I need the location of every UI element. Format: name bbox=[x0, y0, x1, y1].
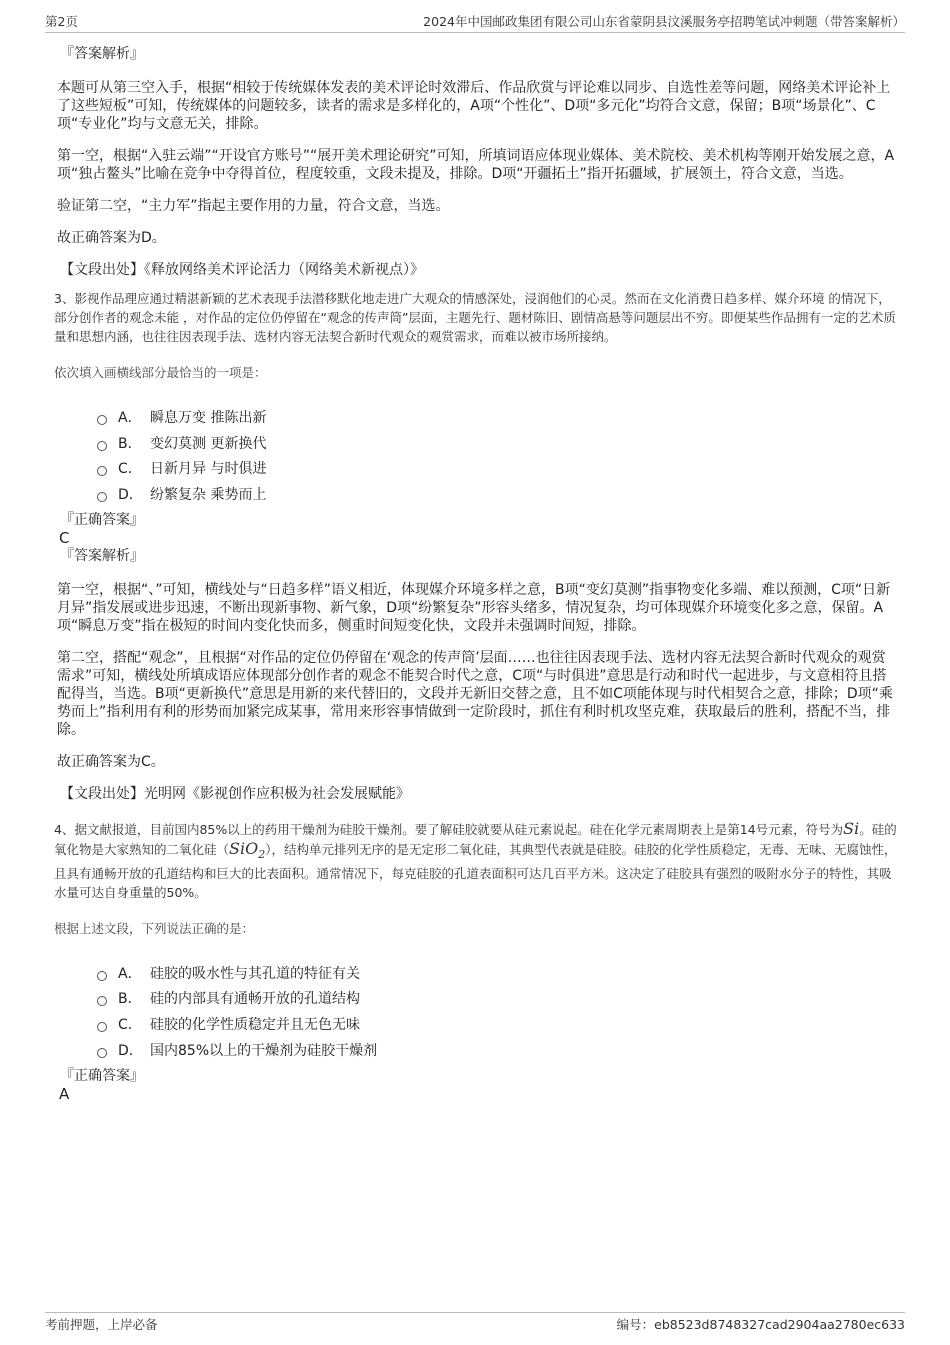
q3-analysis-paragraph: 故正确答案为C。 bbox=[57, 753, 165, 770]
option-text: 瞬息万变 推陈出新 bbox=[150, 409, 267, 426]
option-letter: D． bbox=[118, 1042, 143, 1059]
page-number: 第2页 bbox=[45, 14, 78, 29]
option-letter: B． bbox=[118, 991, 142, 1008]
option-letter: A． bbox=[118, 409, 142, 426]
option-text: 国内85%以上的干燥剂为硅胶干燥剂 bbox=[150, 1042, 378, 1059]
q2-source: 【文段出处】《释放网络美术评论活力（网络美术新视点）》 bbox=[60, 262, 424, 278]
radio-icon[interactable] bbox=[97, 996, 107, 1006]
q4-option-d[interactable] bbox=[97, 1037, 899, 1063]
q3-option-a[interactable] bbox=[97, 404, 899, 430]
q3-analysis-paragraph: 第一空，根据“、”可知，横线处与“日趋多样”语义相近，体现媒介环境多样之意，B项“变幻莫测”指事物变化多端、难以预测，C项“日新月异”指发展或进步迅速，不断出现新事物、新气象，D项“纷繁复杂”形容头绪多，情况复杂，均可体现媒介环境变化多之意，保留。A项“瞬息万变”指在极短的时间内变化快而多，侧重时间短变化快，文段并未强调时间短，排除。 bbox=[57, 581, 891, 634]
q4-options bbox=[97, 960, 899, 1063]
radio-icon[interactable] bbox=[97, 441, 107, 451]
radio-icon[interactable] bbox=[97, 1048, 107, 1058]
q3-prompt: 依次填入画横线部分最恰当的一项是： bbox=[54, 365, 267, 380]
radio-icon[interactable] bbox=[97, 492, 107, 502]
option-letter: A． bbox=[118, 965, 142, 982]
option-text: 硅胶的吸水性与其孔道的特征有关 bbox=[150, 965, 360, 982]
option-text: 硅的内部具有通畅开放的孔道结构 bbox=[150, 991, 360, 1008]
q3-source: 【文段出处】光明网《影视创作应积极为社会发展赋能》 bbox=[60, 785, 410, 802]
option-text: 日新月异 与时俱进 bbox=[150, 461, 267, 478]
document-title: 2024年中国邮政集团有限公司山东省蒙阴县汶溪服务亭招聘笔试冲刺题（带答案解析） bbox=[423, 14, 905, 29]
q4-prompt: 根据上述文段，下列说法正确的是： bbox=[54, 920, 255, 936]
silica-formula bbox=[229, 838, 266, 861]
option-letter: C． bbox=[118, 461, 142, 478]
q2-analysis-label: 『答案解析』 bbox=[60, 46, 144, 62]
silicon-symbol: Si bbox=[843, 818, 860, 838]
option-letter: D． bbox=[118, 486, 143, 503]
q3-option-b[interactable] bbox=[97, 430, 899, 456]
q4-option-c[interactable] bbox=[97, 1011, 899, 1037]
document-id: 编号：eb8523d8748327cad2904aa2780ec633 bbox=[616, 1317, 905, 1332]
formula-base: SiO bbox=[229, 838, 259, 858]
radio-icon[interactable] bbox=[97, 415, 107, 425]
radio-icon[interactable] bbox=[97, 1022, 107, 1032]
option-letter: C． bbox=[118, 1017, 142, 1034]
option-letter: B． bbox=[118, 435, 142, 452]
q2-analysis-paragraph: 验证第二空，“主力军”指起主要作用的力量，符合文意，当选。 bbox=[57, 198, 450, 214]
document-body bbox=[54, 45, 899, 1103]
q4-correct-answer: A bbox=[59, 1084, 70, 1103]
q3-correct-answer: C bbox=[59, 528, 70, 547]
formula-subscript: 2 bbox=[258, 847, 266, 861]
option-text: 变幻莫测 更新换代 bbox=[150, 435, 267, 452]
q3-options bbox=[97, 404, 899, 507]
page-header bbox=[45, 10, 905, 33]
q4-question-text bbox=[54, 819, 899, 902]
q3-analysis-paragraph: 第二空，搭配“观念”，且根据“对作品的定位仍停留在‘观念的传声筒’层面……也往往因表现手法、选材内容无法契合新时代观众的观赏需求”可知，横线处所填成语应体现部分创作者的观念不能契合时代之意，C项“与时俱进”意思是行动和时代一起进步，与文意相符且搭配得当，当选。B项“更新换代”意思是用新的来代替旧的，文段并无新旧交替之意，且不如C项能体现与时代相契合之意，排除；D项“乘势而上”指利用有利的形势而加紧完成某事，常用来形容事情做到一定阶段时，抓住有利时机攻坚克难，获取最后的胜利，搭配不当，排除。 bbox=[57, 649, 893, 738]
q3-question-text: 3、影视作品理应通过精湛新颖的艺术表现手法潜移默化地走进广大观众的情感深处，浸润他们的心灵。然而在文化消费日趋多样、媒介环境 的情况下，部分创作者的观念未能 ，对作品的定位仍停留在“观念的传声筒”层面，主题先行、题材陈旧、剧情高悬等问题层出不穷。即便某些作品拥有一定的艺术质量和思想内涵，也往往因表现手法、选材内容无法契合新时代观众的观赏需求，而难以被市场所接纳。 bbox=[54, 291, 896, 344]
option-text: 纷繁复杂 乘势而上 bbox=[150, 486, 267, 503]
radio-icon[interactable] bbox=[97, 466, 107, 476]
q3-option-d[interactable] bbox=[97, 481, 899, 507]
q4-text-part: ），结构单元排列无序的是无定形二氧化硅，其典型代表就是硅胶。硅胶的化学性质稳定，无毒、无味、无腐蚀性，且具有通畅开放的孔道结构和巨大的比表面积。通常情况下，每克硅胶的孔道表面积可达几百平方米。这决定了硅胶具有强烈的吸附水分子的特性，其吸水量可达自身重量的50%。 bbox=[54, 841, 897, 900]
q2-analysis-paragraph: 本题可从第三空入手，根据“相较于传统媒体发表的美术评论时效滞后、作品欣赏与评论难以同步、自选性差等问题，网络美术评论补上了这些短板”可知，传统媒体的问题较多，读者的需求是多样化的，A项“个性化”、D项“多元化”均符合文意，保留；B项“场景化”、C项“专业化”均与文意无关，排除。 bbox=[57, 80, 891, 132]
q4-correct-label: 『正确答案』 bbox=[60, 1067, 144, 1084]
page-footer bbox=[45, 1312, 905, 1335]
q4-option-a[interactable] bbox=[97, 960, 899, 986]
q3-option-c[interactable] bbox=[97, 455, 899, 481]
q4-option-b[interactable] bbox=[97, 986, 899, 1012]
footer-slogan: 考前押题，上岸必备 bbox=[45, 1317, 158, 1332]
q2-analysis-paragraph: 第一空，根据“入驻云端”“开设官方账号”“展开美术理论研究”可知，所填词语应体现业媒体、美术院校、美术机构等刚开始发展之意，A项“独占鳌头”比喻在竞争中夺得首位，程度较重，文段未提及，排除。D项“开疆拓土”指开拓疆域，扩展领土，符合文意，当选。 bbox=[57, 148, 895, 182]
q3-correct-label: 『正确答案』 bbox=[60, 511, 144, 528]
option-text: 硅胶的化学性质稳定并且无色无味 bbox=[150, 1017, 360, 1034]
q2-analysis-paragraph: 故正确答案为D。 bbox=[57, 230, 166, 246]
q4-text-part: 4、据文献报道，目前国内85%以上的药用干燥剂为硅胶干燥剂。要了解硅胶就要从硅元素说起。硅在化学元素周期表上是第14号元素，符号为 bbox=[54, 821, 844, 837]
radio-icon[interactable] bbox=[97, 971, 107, 981]
q3-analysis-label: 『答案解析』 bbox=[60, 547, 144, 564]
q4-text-part: 。硅的氧化物是大家熟知的二氧化硅（ bbox=[54, 821, 897, 857]
